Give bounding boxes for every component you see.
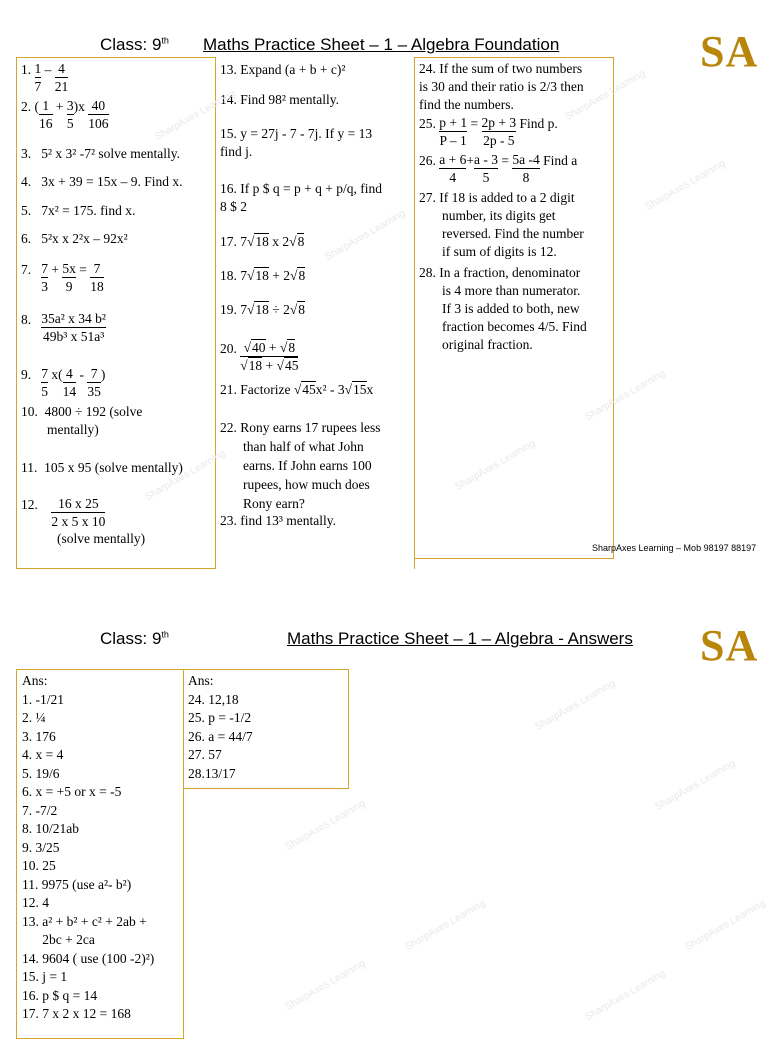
answer-26: 26. a = 44/7 <box>188 728 253 744</box>
watermark: SharpAxes Learning <box>323 208 408 263</box>
watermark: SharpAxes Learning <box>563 68 648 123</box>
watermark: SharpAxes Learning <box>583 368 668 423</box>
answer-15: 15. j = 1 <box>22 969 68 984</box>
question-20: 20. $\frac{√40 + √8}{√18 + √45}$ <box>220 340 299 373</box>
question-25: 25. $\frac{p + 1}{P - 1}$ = $\frac{2p + 3}{2p - 5}$ Find p. <box>419 115 558 148</box>
answer-9: 9. 3/25 <box>22 839 60 855</box>
answer-27: 27. 57 <box>188 747 222 762</box>
question-12: 12. $\frac{16 x 25}{2 x 5 x 10}$ (solve mentally) <box>21 496 146 546</box>
question-9: 9. $\frac{7}{5}$ x( $\frac{4}{14}$ - $\frac{7}{35}$ ) <box>21 366 106 399</box>
question-5: 5. 7x² = 175. find x. <box>21 203 136 218</box>
answer-8: 8. 10/21ab <box>22 821 79 836</box>
answer-5: 5. 19/6 <box>22 765 60 781</box>
sheet1-footer: SharpAxes Learning – Mob 98197 88197 <box>592 543 757 553</box>
watermark: SharpAxes Learning <box>453 438 538 493</box>
watermark: SharpAxes Learning <box>583 968 668 1023</box>
question-7: 7. $\frac{7}{3}$ + $\frac{5x}{9}$ = $\frac{7}{18}$ <box>21 261 104 294</box>
question-24: 24. If the sum of two numbers is 30 and their ratio is 2/3 then find the numbers. <box>419 61 584 112</box>
answer-7: 7. -7/2 <box>22 802 58 818</box>
answer-13: 13. a² + b² + c² + 2ab + <box>22 913 147 929</box>
answer-header-2: Ans: <box>188 673 214 688</box>
answers-list-1 <box>22 672 154 1024</box>
watermark: SharpAxes Learning <box>643 158 728 213</box>
question-3: 3. 5² x 3² -7² solve mentally. <box>21 146 180 161</box>
answer-4: 4. x = 4 <box>22 747 64 762</box>
sheet1-class-label: Class: 9th <box>100 35 169 54</box>
question-11: 11. 105 x 95 (solve mentally) <box>21 460 183 475</box>
watermark: SharpAxes Learning <box>153 88 238 143</box>
question-18: 18. 7√18 + 2√8 <box>220 268 306 283</box>
sheet2-logo: SA <box>700 621 759 670</box>
question-2: 2. ( $\frac{1}{16}$ + $\frac{3}{5}$ )x $\frac{40}{106}$ <box>21 98 109 131</box>
question-27: 27. If 18 is added to a 2 digit number, its digits get reversed. Find the number if sum of digits is 12. <box>419 190 584 259</box>
answer-1: 1. -1/21 <box>22 691 64 707</box>
question-28: 28. In a fraction, denominator is 4 more than numerator. If 3 is added to both, new fraction becomes 4/5. Find original fraction. <box>419 265 587 352</box>
question-16: 16. If p $ q = p + q + p/q, find 8 $ 2 <box>220 181 382 214</box>
answer-28: 28.13/17 <box>188 765 236 781</box>
question-15: 15. y = 27j - 7 - 7j. If y = 13 find j. <box>220 126 373 159</box>
question-6: 6. 5²x x 2²x – 92x² <box>21 231 128 246</box>
watermark: SharpAxes Learning <box>533 678 618 733</box>
sheet2-title: Maths Practice Sheet – 1 – Algebra - Answers <box>287 629 633 648</box>
watermark: SharpAxes Learning <box>653 758 738 813</box>
question-21: 21. Factorize √45x² - 3√15x <box>220 382 374 397</box>
watermark: SharpAxes Learning <box>683 898 768 953</box>
question-13: 13. Expand (a + b + c)² <box>220 62 346 77</box>
watermark: SharpAxes Learning <box>283 798 368 853</box>
watermark: SharpAxes Learning <box>403 898 488 953</box>
answer-2: 2. ¼ <box>22 710 46 725</box>
answer-13-cont: 2bc + 2ca <box>22 932 95 947</box>
answer-10: 10. 25 <box>22 858 56 873</box>
answer-6: 6. x = +5 or x = -5 <box>22 784 122 799</box>
answer-header: Ans: <box>22 673 48 688</box>
watermark: SharpAxes Learning <box>143 448 228 503</box>
answer-25: 25. p = -1/2 <box>188 710 252 725</box>
question-17: 17. 7√18 x 2√8 <box>220 234 305 249</box>
sheet2-class-label: Class: 9th <box>100 629 169 648</box>
answer-24: 24. 12,18 <box>188 691 239 707</box>
question-23: 23. find 13³ mentally. <box>220 513 337 528</box>
answers-list-2 <box>188 672 253 783</box>
answer-17: 17. 7 x 2 x 12 = 168 <box>22 1006 131 1021</box>
answer-14: 14. 9604 ( use (100 -2)²) <box>22 950 155 966</box>
answer-16: 16. p $ q = 14 <box>22 987 98 1003</box>
watermark: SharpAxes Learning <box>283 958 368 1013</box>
answer-3: 3. 176 <box>22 728 56 744</box>
question-10: 10. 4800 ÷ 192 (solve mentally) <box>21 404 143 437</box>
answer-11: 11. 9975 (use a²- b²) <box>22 876 132 892</box>
question-19: 19. 7√18 ÷ 2√8 <box>220 302 306 317</box>
question-4: 4. 3x + 39 = 15x – 9. Find x. <box>21 174 183 189</box>
answer-12: 12. 4 <box>22 895 49 910</box>
question-14: 14. Find 98² mentally. <box>220 92 340 107</box>
question-8: 8. $\frac{\text{35a² x 34 b²}}{\text{49b³ x 51a³}}$ <box>21 311 106 344</box>
question-26: 26. $\frac{a + 6}{4}$ + $\frac{a - 3}{5}$ = $\frac{5a -4}{8}$ Find a <box>419 152 578 185</box>
sheet1-title: Maths Practice Sheet – 1 – Algebra Foundation <box>203 35 560 54</box>
question-1: 1. $\frac{1}{7}$ – $\frac{4}{21}$ <box>21 61 69 94</box>
sheet1-logo: SA <box>700 27 759 76</box>
question-22: 22. Rony earns 17 rupees less than half of what John earns. If John earns 100 rupees, how much does Rony earn? <box>220 420 381 511</box>
